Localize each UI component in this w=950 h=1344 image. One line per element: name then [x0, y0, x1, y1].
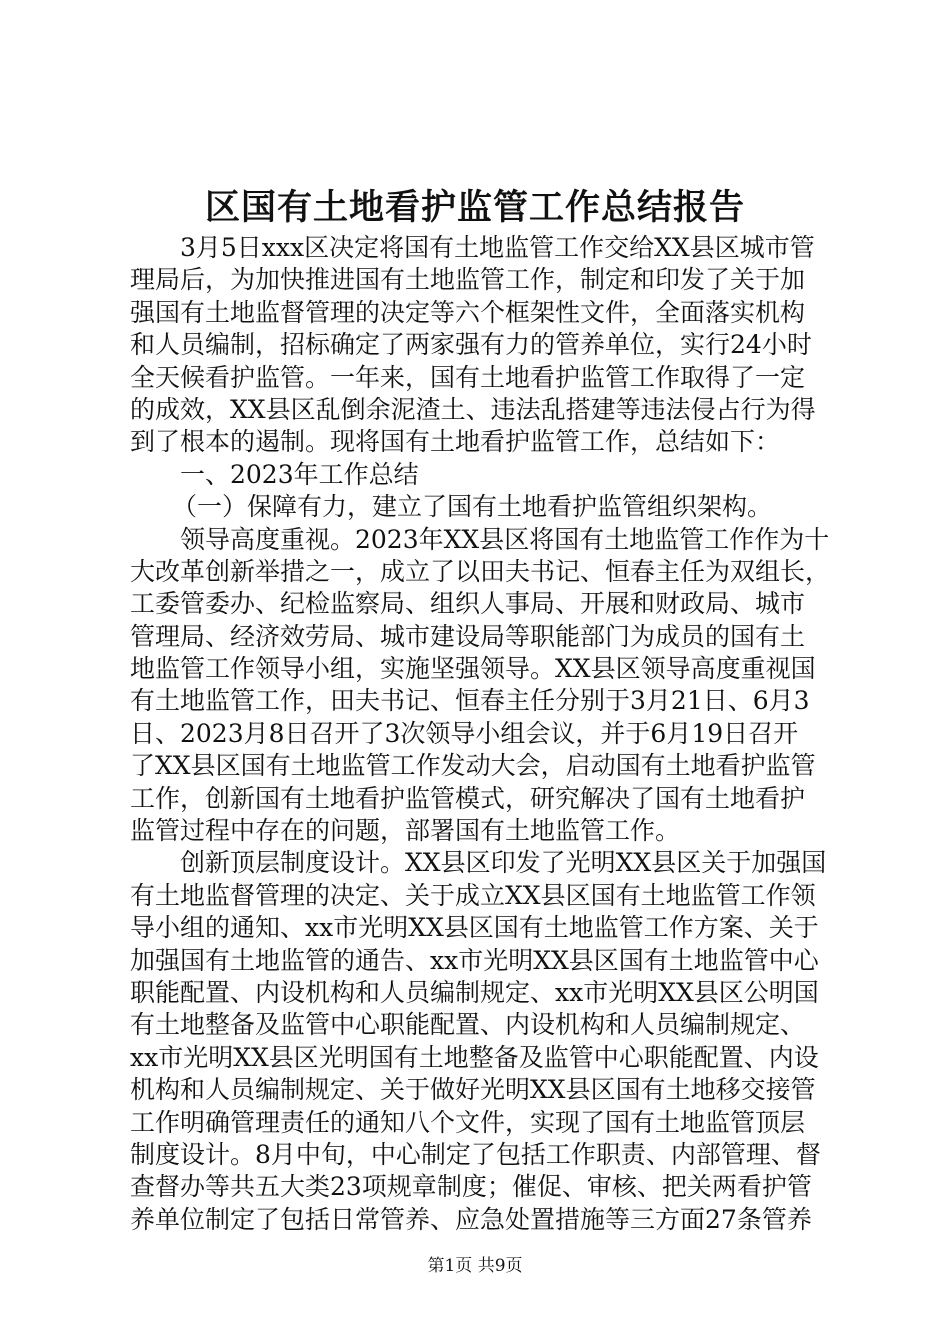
paragraph-line: 领导高度重视。2023年XX县区将国有土地监管工作作为十 — [180, 524, 830, 554]
paragraph-line: 有土地整备及监管中心职能配置、内设机构和人员编制规定、 — [130, 1010, 806, 1040]
paragraph-line: 机构和人员编制规定、关于做好光明XX县区国有土地移交接管 — [130, 1075, 816, 1105]
paragraph-line: 查督办等共五大类23项规章制度；催促、审核、把关两看护管 — [130, 1172, 812, 1202]
paragraph-line: 导小组的通知、xx市光明XX县区国有土地监管工作方案、关于 — [130, 913, 819, 943]
paragraph-line: 职能配置、内设机构和人员编制规定、xx市光明XX县区公明国 — [130, 977, 819, 1007]
paragraph-line: 工作明确管理责任的通知八个文件，实现了国有土地监管顶层 — [130, 1107, 806, 1137]
paragraph-line: xx市光明XX县区光明国有土地整备及监管中心职能配置、内设 — [130, 1042, 819, 1072]
document-body — [130, 232, 830, 1236]
paragraph-line: 有土地监管工作，田夫书记、恒春主任分别于3月21日、6月3 — [130, 686, 810, 716]
paragraph-line: 强国有土地监督管理的决定等六个框架性文件，全面落实机构 — [130, 297, 806, 327]
paragraph-line: 制度设计。8月中旬，中心制定了包括工作职责、内部管理、督 — [130, 1139, 821, 1169]
paragraph-line: 工委管委办、纪检监察局、组织人事局、开展和财政局、城市 — [130, 589, 806, 619]
paragraph-line: 全天候看护监管。一年来，国有土地看护监管工作取得了一定 — [130, 362, 806, 392]
document-title: 区国有土地看护监管工作总结报告 — [204, 187, 745, 228]
subsection-heading: （一）保障有力，建立了国有土地看护监管组织架构。 — [172, 492, 773, 522]
paragraph-line: 养单位制定了包括日常管养、应急处置措施等三方面27条管养 — [130, 1204, 812, 1234]
paragraph-line: 工作，创新国有土地看护监管模式，研究解决了国有土地看护 — [130, 783, 806, 813]
paragraph-line: 了XX县区国有土地监管工作发动大会，启动国有土地看护监管 — [130, 751, 816, 781]
paragraph-line: 到了根本的遏制。现将国有土地看护监管工作，总结如下： — [130, 427, 781, 457]
paragraph-line: 监管过程中存在的问题，部署国有土地监管工作。 — [130, 816, 681, 846]
paragraph-line: 的成效，XX县区乱倒余泥渣土、违法乱搭建等违法侵占行为得 — [130, 394, 816, 424]
paragraph-line: 有土地监督管理的决定、关于成立XX县区国有土地监管工作领 — [130, 880, 816, 910]
paragraph-line: 日、2023月8日召开了3次领导小组会议，并于6月19日召开 — [130, 718, 799, 748]
page-footer: 第1页 共9页 — [427, 1256, 523, 1276]
paragraph-line: 理局后，为加快推进国有土地监管工作，制定和印发了关于加 — [130, 265, 806, 295]
paragraph-line: 管理局、经济效劳局、城市建设局等职能部门为成员的国有土 — [130, 621, 806, 651]
section-heading: 一、2023年工作总结 — [180, 459, 419, 489]
paragraph-line: 创新顶层制度设计。XX县区印发了光明XX县区关于加强国 — [180, 848, 827, 878]
paragraph-line: 3月5日xxx区决定将国有土地监管工作交给XX县区城市管 — [180, 233, 815, 262]
paragraph-line: 加强国有土地监管的通告、xx市光明XX县区国有土地监管中心 — [130, 945, 819, 975]
paragraph-line: 地监管工作领导小组，实施坚强领导。XX县区领导高度重视国 — [130, 654, 816, 684]
paragraph-line: 和人员编制，招标确定了两家强有力的管养单位，实行24小时 — [130, 330, 812, 360]
paragraph-line: 大改革创新举措之一，成立了以田夫书记、恒春主任为双组长， — [130, 556, 830, 586]
